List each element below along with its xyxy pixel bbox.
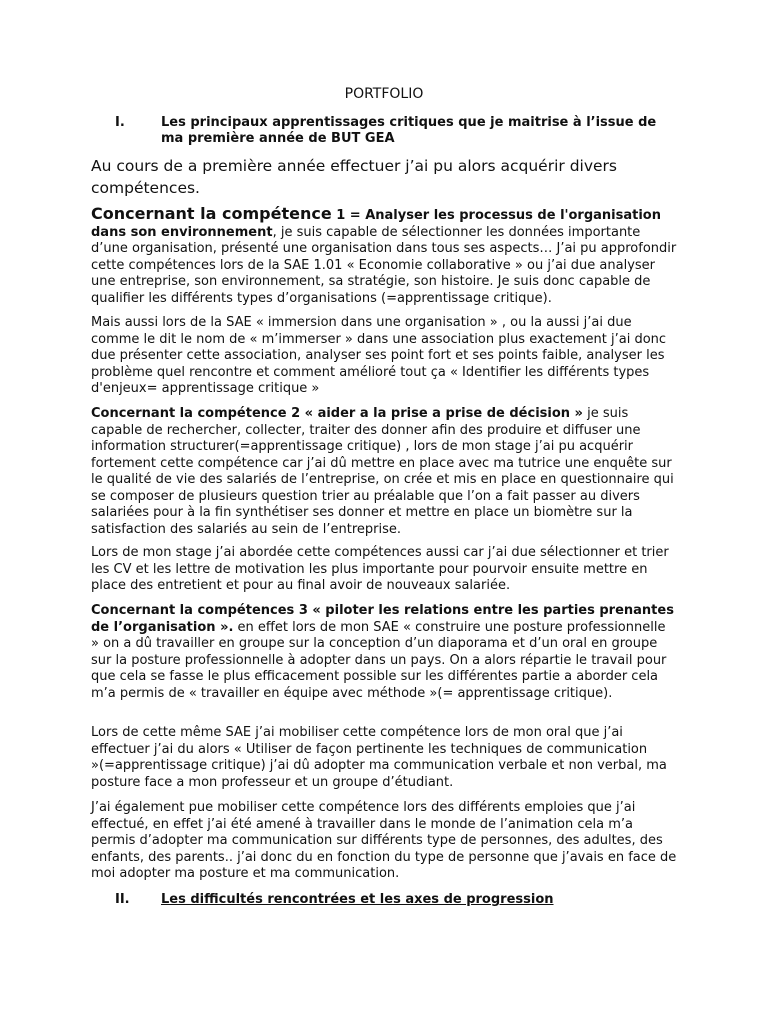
section-heading-2 (91, 892, 671, 908)
paragraph: Mais aussi lors de la SAE « immersion dans une organisation » , ou la aussi j’ai due comme le dit le nom de « m’immerser » dans une association plus exactement j’ai donc due présenter cette association, analyser ses point fort et ses points faible, analyser les problème quel rencontre et comment amélioré tout ça « Identifier les différents types d'enjeux= apprentissage critique » (91, 315, 667, 396)
paragraph-text: en effet lors de mon SAE « construire une posture professionnelle » on a dû travailler en groupe sur la conception d’un diaporama et d’un oral en groupe sur la posture professionnelle à adopter dans un pays. On a alors répartie le travail pour que cela se fasse le plus efficacement possible sur les différentes partie a aborder cela m’a permis de « travailler en équipe avec méthode »(= apprentissage critique). (91, 619, 667, 701)
competence-lead: Concernant la compétence (91, 204, 332, 223)
competence-title: Concernant la compétence 2 « aider a la prise a prise de décision » (91, 406, 583, 421)
paragraph: Lors de mon stage j’ai abordée cette compétences aussi car j’ai due sélectionner et trier les CV et les lettre de motivation les plus importante pour pourvoir ensuite mettre en place des entretient et pour au final avoir de nouveaux salariée. (91, 545, 669, 593)
paragraph: Lors de cette même SAE j’ai mobiliser cette compétence lors de mon oral que j’ai effectuer j’ai du alors « Utiliser de façon pertinente les techniques de communication »(=apprentissage critique) j’ai dû adopter ma communication verbale et non verbal, ma posture face a mon professeur et un groupe d’étudiant. (91, 725, 667, 790)
paragraph-competence-2 (91, 406, 677, 538)
paragraph: J’ai également pue mobiliser cette compétence lors des différents emploies que j’ai effectué, en effet j’ai été amené à travailler dans le monde de l’animation cela m’a permis d’adopter ma communication sur différents type de personnes, des adultes, des enfants, des parents.. j’ai donc du en fonction du type de personne que j’avais en face de moi adopter ma posture et ma communication. (91, 800, 677, 881)
paragraph-competence-1 (91, 206, 677, 307)
intro-paragraph: Au cours de a première année effectuer j’ai pu alors acquérir divers compétences. (91, 157, 618, 197)
document-title: PORTFOLIO (344, 86, 424, 102)
paragraph-competence-3 (91, 603, 677, 702)
paragraph-text: je suis capable de rechercher, collecter, traiter des donner afin des produire et diffuser une information structurer(=apprentissage critique) , lors de mon stage j’ai pu acquérir fortement cette compétence car j’ai dû mettre en place avec ma tutrice une enquête sur le qualité de vie des salariés de l’entreprise, on crée et mis en place en questionnaire qui se composer de plusieurs question trier au préalable que l’on a fait passer au divers salariées pour à la fin synthétiser ses donner et mettre en place un biomètre sur la satisfaction des salariés au sein de l’entreprise. (91, 406, 674, 537)
competence-title: 1 = Analyser les processus de l'organisation dans son environnement (91, 208, 661, 240)
paragraph-text: , je suis capable de sélectionner les données importante d’une organisation, présenté une organisation dans tous ses aspects… J’ai pu approfondir cette compétences lors de la SAE 1.01 « Economie collaborative » ou j’ai due analyser une entreprise, son environnement, sa stratégie, son histoire. Je suis donc capable de qualifier les différents types d’organisations (=apprentissage critique). (91, 224, 677, 306)
section-number: II. (115, 892, 130, 907)
section-number: I. (115, 115, 125, 130)
section-title: Les principaux apprentissages critiques que je maitrise à l’issue de ma première année de BUT GEA (161, 115, 657, 146)
section-title: Les difficultés rencontrées et les axes de progression (161, 892, 554, 907)
section-heading-1 (91, 115, 671, 147)
competence-title: Concernant la compétences 3 « piloter les relations entre les parties prenantes de l’organisation ». (91, 603, 674, 635)
